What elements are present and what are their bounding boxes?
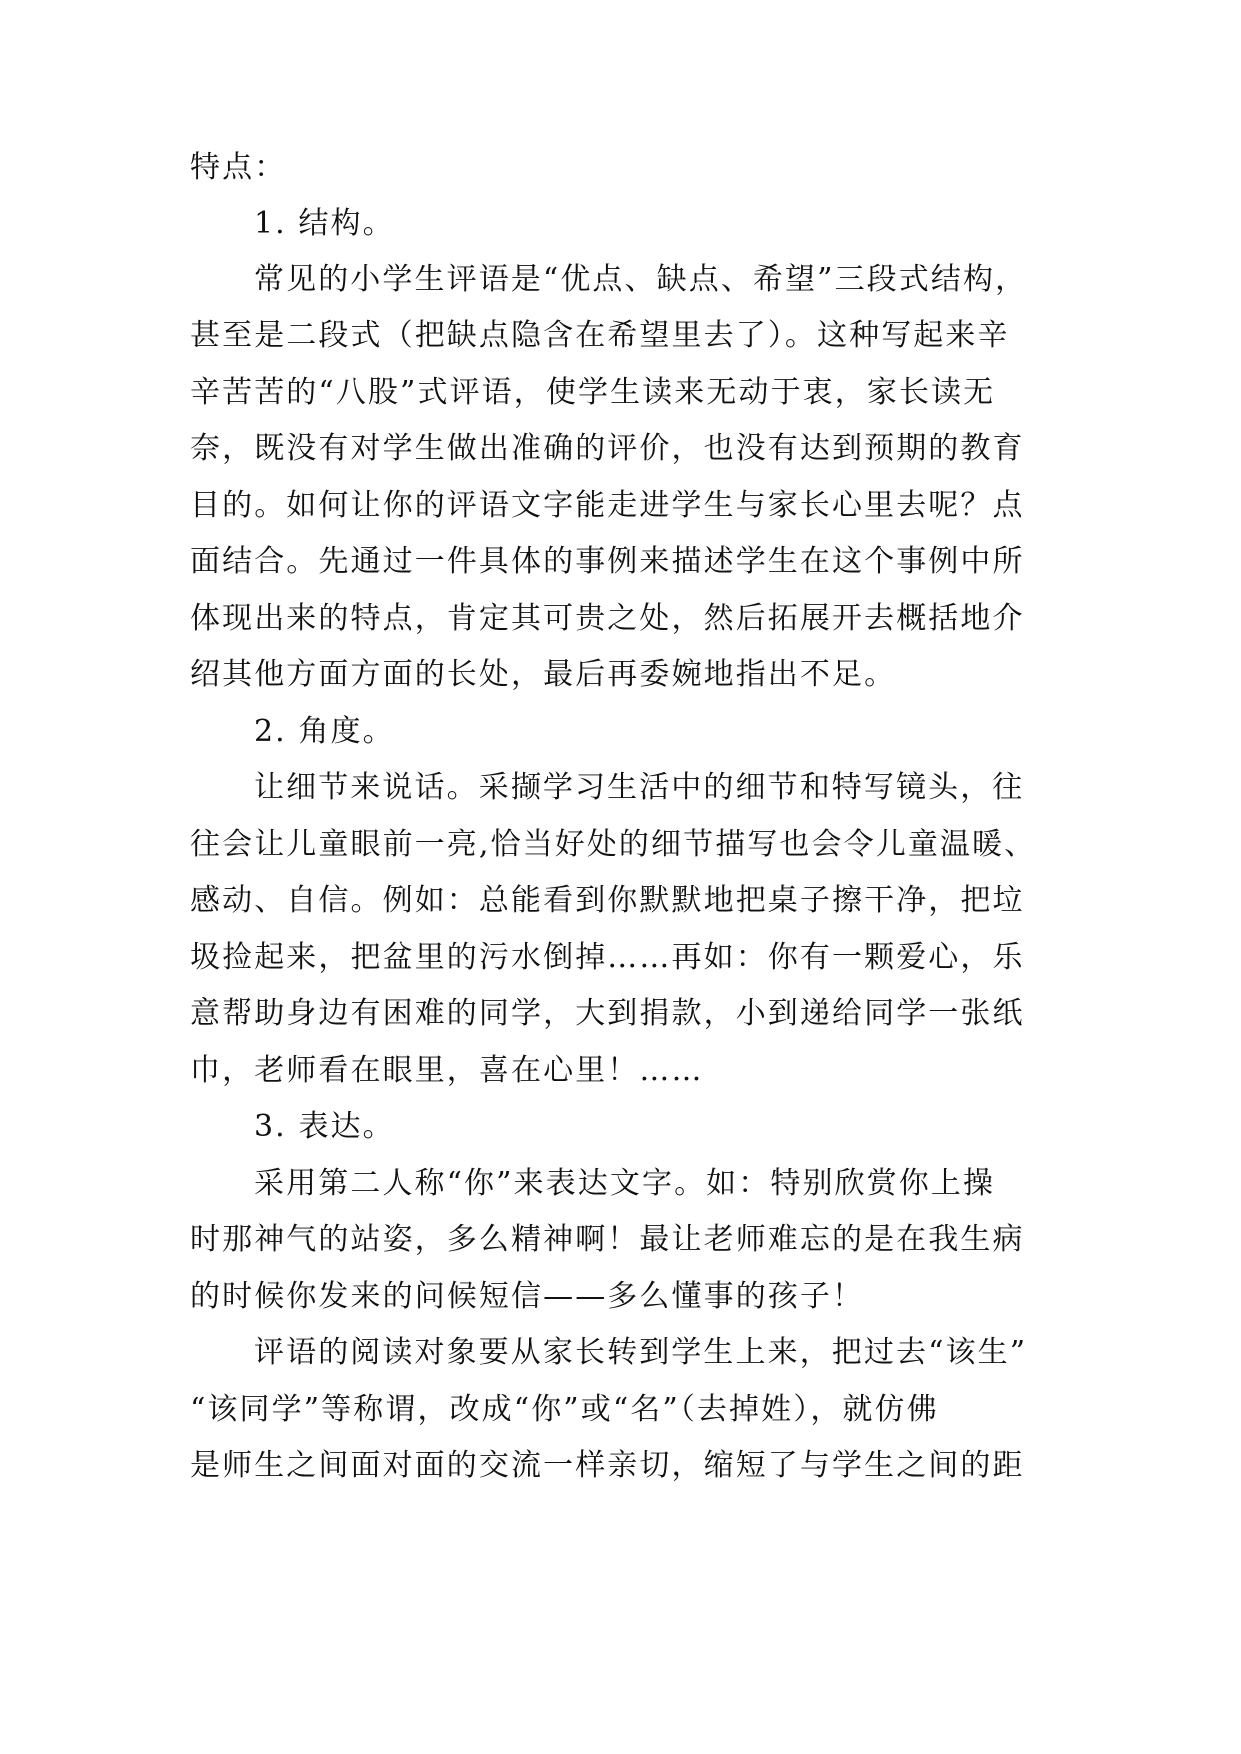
text-line: 让细节来说话。采撷学习生活中的细节和特写镜头，往 bbox=[254, 770, 1025, 805]
text-line: 时那神气的站姿，多么精神啊！最让老师难忘的是在我生病 bbox=[190, 1222, 1025, 1257]
text-line: 意帮助身边有困难的同学，大到捐款，小到递给同学一张纸 bbox=[190, 996, 1025, 1031]
text-line: “该同学”等称谓，改成“你”或“名”（去掉姓），就仿佛 bbox=[190, 1392, 939, 1427]
text-line: 感动、自信。例如：总能看到你默默地把桌子擦干净，把垃 bbox=[190, 883, 1025, 918]
text-line: 圾捡起来，把盆里的污水倒掉……再如：你有一颗爱心，乐 bbox=[190, 940, 1025, 975]
text-line: 往会让儿童眼前一亮,恰当好处的细节描写也会令儿童温暖、 bbox=[190, 827, 1037, 862]
text-line: 面结合。先通过一件具体的事例来描述学生在这个事例中所 bbox=[190, 544, 1025, 579]
text-line: 绍其他方面方面的长处，最后再委婉地指出不足。 bbox=[190, 657, 897, 692]
text-line: 是师生之间面对面的交流一样亲切，缩短了与学生之间的距 bbox=[190, 1448, 1025, 1483]
text-line: 评语的阅读对象要从家长转到学生上来，把过去“该生” bbox=[254, 1335, 1028, 1370]
text-line: 辛苦苦的“八股”式评语，使学生读来无动于衷，家长读无 bbox=[190, 375, 996, 410]
text-line: 常见的小学生评语是“优点、缺点、希望”三段式结构， bbox=[254, 262, 1028, 297]
text-line: 奈，既没有对学生做出准确的评价，也没有达到预期的教育 bbox=[190, 431, 1025, 466]
text-line: 的时候你发来的问候短信——多么懂事的孩子！ bbox=[190, 1279, 865, 1314]
text-line: 2. 角度。 bbox=[254, 714, 395, 749]
text-line: 巾，老师看在眼里，喜在心里！…… bbox=[190, 1053, 704, 1088]
text-line: 采用第二人称“你”来表达文字。如：特别欣赏你上操 bbox=[254, 1166, 996, 1201]
text-line: 目的。如何让你的评语文字能走进学生与家长心里去呢？点 bbox=[190, 488, 1025, 523]
text-line: 3. 表达。 bbox=[254, 1109, 395, 1144]
text-line: 甚至是二段式（把缺点隐含在希望里去了）。这种写起来辛 bbox=[190, 318, 1010, 353]
text-line: 1. 结构。 bbox=[254, 206, 395, 241]
text-line: 特点： bbox=[190, 150, 287, 185]
text-line: 体现出来的特点，肯定其可贵之处，然后拓展开去概括地介 bbox=[190, 601, 1025, 636]
